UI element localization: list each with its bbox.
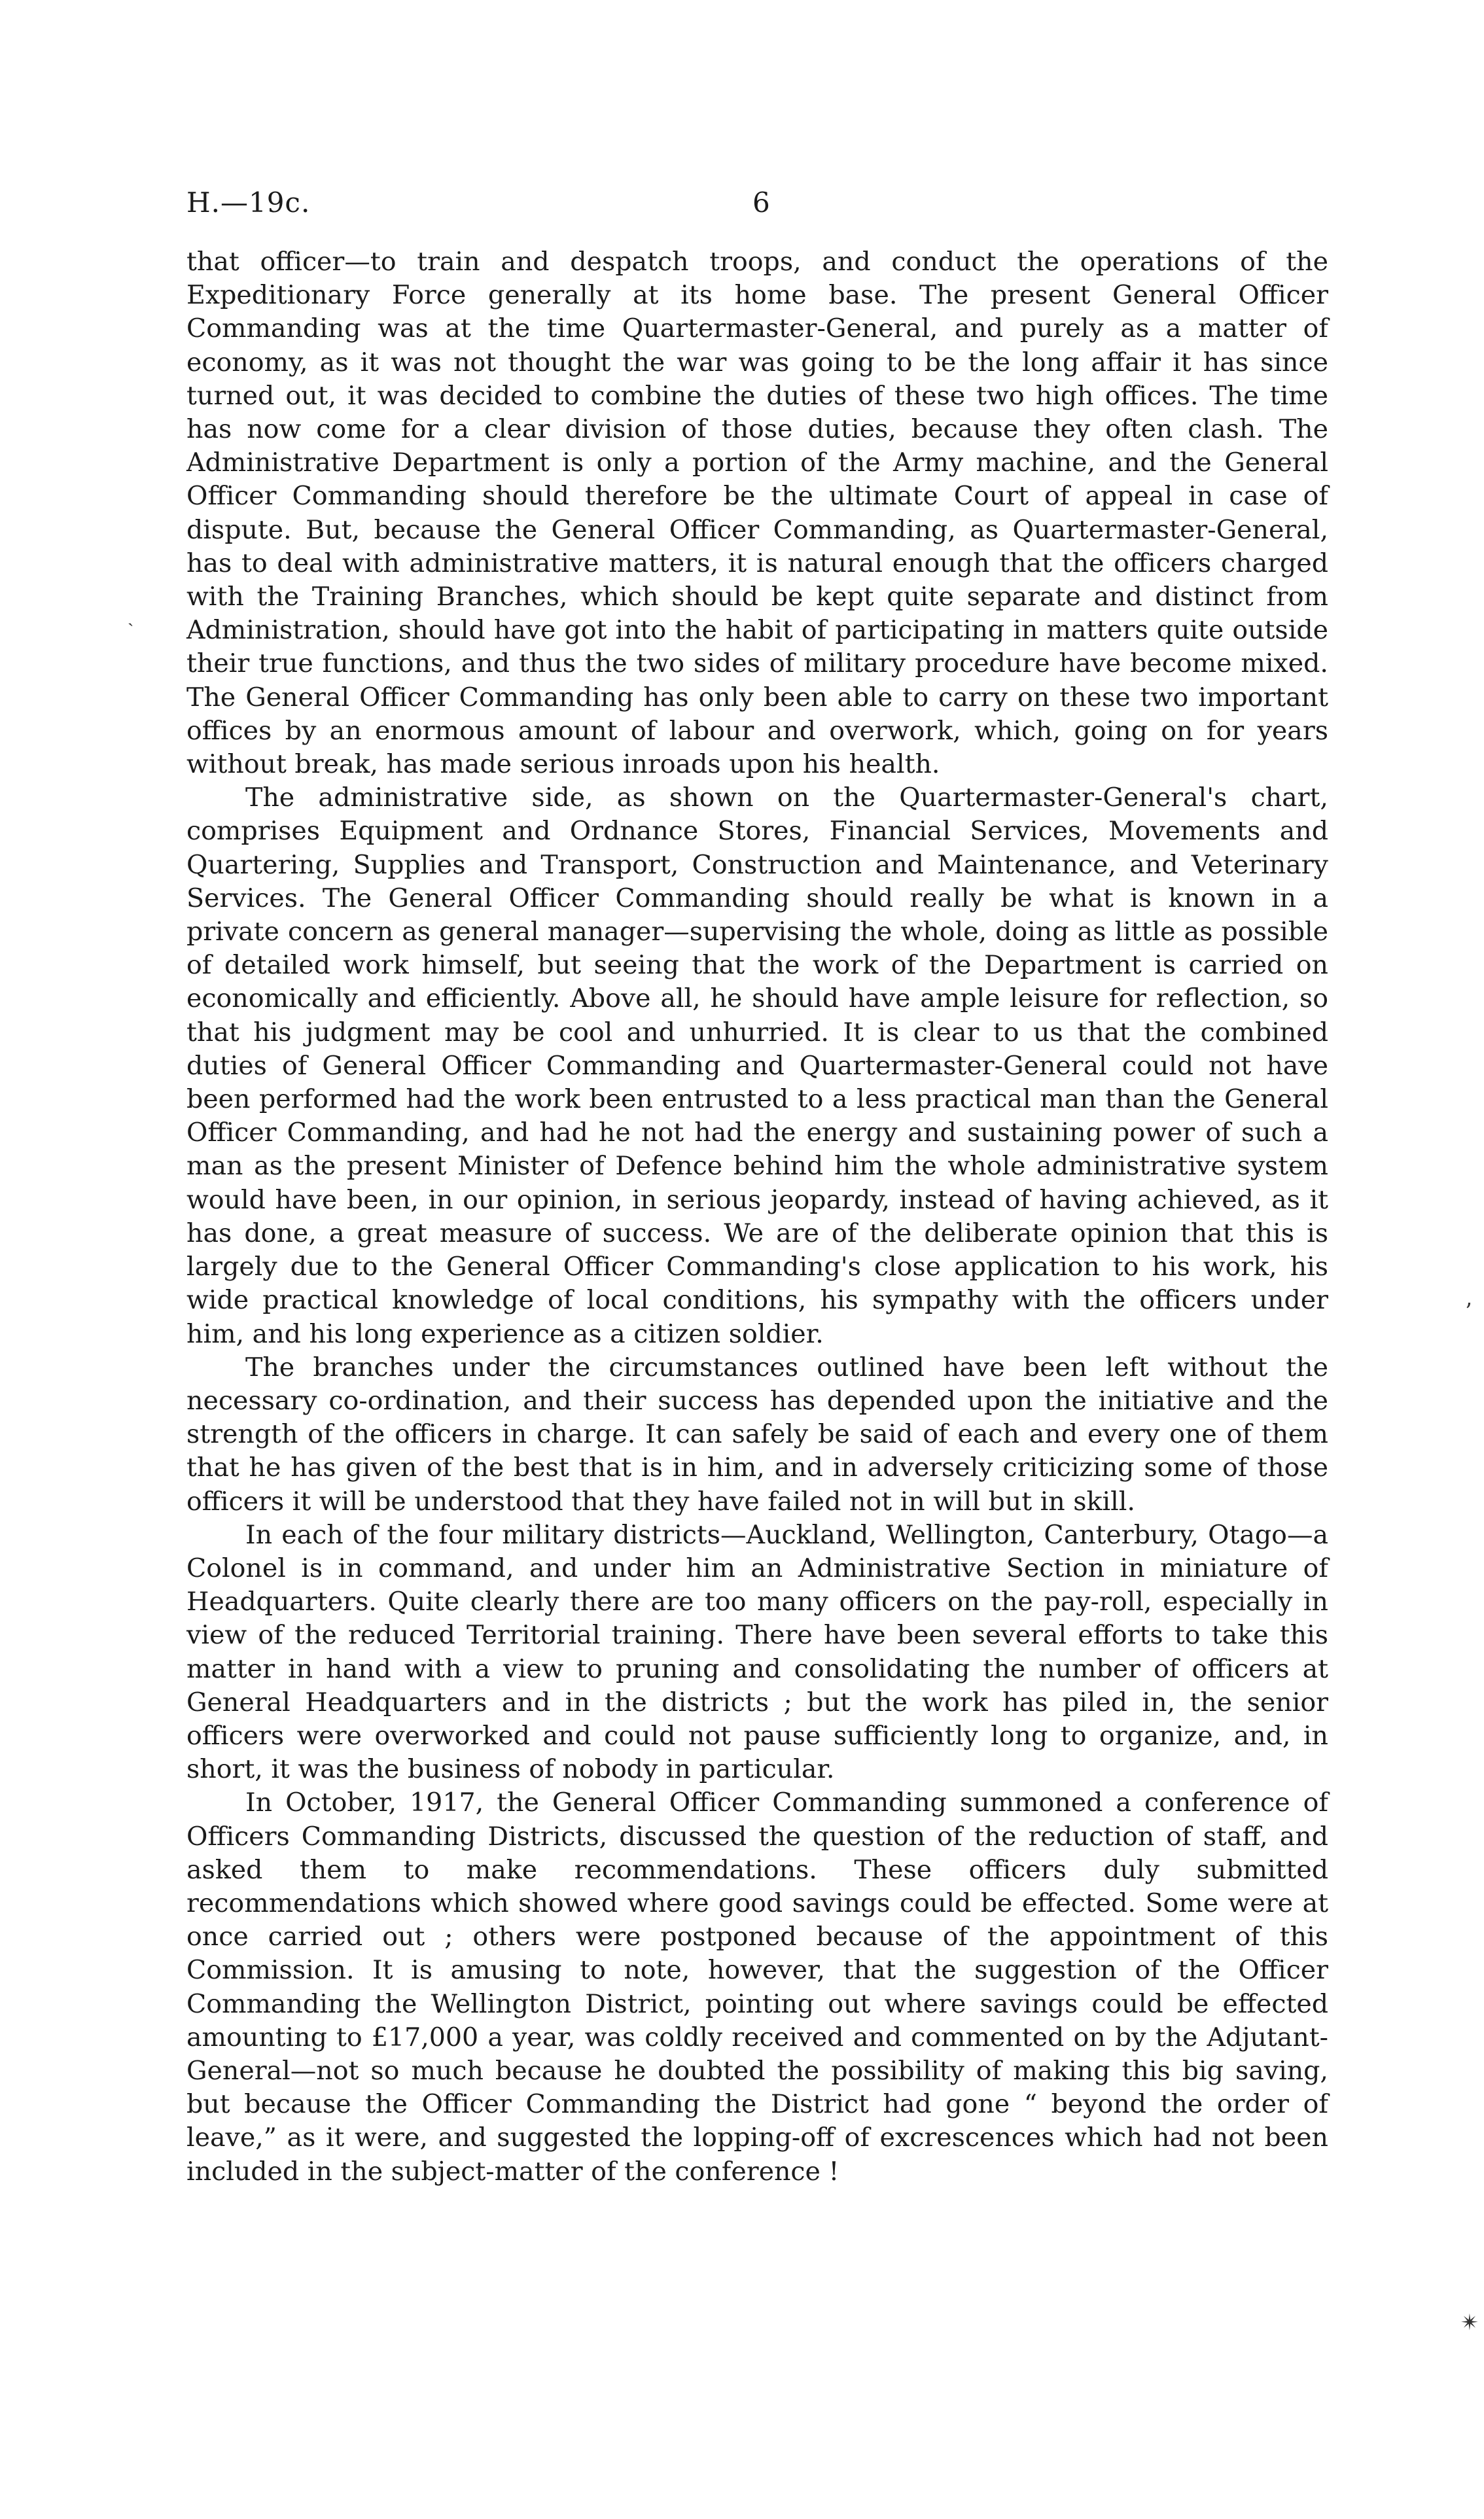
paragraph-branches: The branches under the circumstances outlined have been left without the necessary co-ordination, and their success has depended upon the initiative and the strength of the officers in charge. It can safely be said of each and every one of them that he has given of the best that is in him, and in adversely criticizing some of those officers it will be understood that they have failed not in will but in skill.: [186, 1352, 1328, 1517]
scan-edge-mark: ʼ: [1464, 1299, 1472, 1325]
page-number: 6: [752, 186, 770, 219]
document-reference: H.—19c.: [186, 186, 311, 219]
page-header: [186, 183, 1328, 222]
paragraph-october-1917: In October, 1917, the General Officer Commanding summoned a conference of Officers Commanding Districts, discussed the question of the reduction of staff, and asked them to make recommendations. These officers duly submitted recommendations which showed where good savings could be effected. Some were at once carried out ; others were postponed because of the appointment of this Commission. It is amusing to note, however, that the suggestion of the Officer Commanding the Wellington District, pointing out where savings could be effected amounting to £17,000 a year, was coldly received and commented on by the Adjutant-General—not so much because he doubted the possibility of making this big saving, but because the Officer Commanding the District had gone “ beyond the order of leave,” as it were, and suggested the lopping-off of excrescences which had not been included in the subject-matter of the conference !: [186, 1788, 1328, 2187]
scan-edge-mark: ✴: [1460, 2310, 1479, 2336]
body-text: [186, 245, 1328, 2189]
paragraph-continuation: that officer—to train and despatch troops, and conduct the operations of the Expeditionary Force generally at its home base. The present General Officer Commanding was at the time Quartermaster-General, and purely as a matter of economy, as it was not thought the war was going to be the long affair it has since turned out, it was decided to combine the duties of these two high offices. The time has now come for a clear division of those duties, because they often clash. The Administrative Department is only a portion of the Army machine, and the General Officer Commanding should therefore be the ultimate Court of appeal in case of dispute. But, because the General Officer Commanding, as Quartermaster-General, has to deal with administrative matters, it is natural enough that the officers charged with the Training Branches, which should be kept quite separate and distinct from Administration, should have got into the habit of participating in matters quite outside their true functions, and thus the two sides of military procedure have become mixed. The General Officer Commanding has only been able to carry on these two important offices by an enormous amount of labour and overwork, which, going on for years without break, has made serious inroads upon his health.: [186, 247, 1328, 780]
paragraph-administrative-side: The administrative side, as shown on the Quartermaster-General's chart, comprises Equipment and Ordnance Stores, Financial Services, Movements and Quartering, Supplies and Transport, Construction and Maintenance, and Veterinary Services. The General Officer Commanding should really be what is known in a private concern as general manager—supervising the whole, doing as little as possible of detailed work himself, but seeing that the work of the Department is carried on economically and efficiently. Above all, he should have ample leisure for reflection, so that his judgment may be cool and unhurried. It is clear to us that the combined duties of General Officer Commanding and Quartermaster-General could not have been performed had the work been entrusted to a less practical man than the General Officer Commanding, and had he not had the energy and sustaining power of such a man as the present Minister of Defence behind him the whole administrative system would have been, in our opinion, in serious jeopardy, instead of having achieved, as it has done, a great measure of success. We are of the deliberate opinion that this is largely due to the General Officer Commanding's close application to his work, his wide practical knowledge of local conditions, his sympathy with the officers under him, and his long experience as a citizen soldier.: [186, 783, 1328, 1349]
scan-speck-mark: ˎ: [128, 605, 134, 627]
paragraph-military-districts: In each of the four military districts—Auckland, Wellington, Canterbury, Otago—a Colonel is in command, and under him an Administrative Section in miniature of Headquarters. Quite clearly there are too many officers on the pay-roll, especially in view of the reduced Territorial training. There have been several efforts to take this matter in hand with a view to pruning and consolidating the number of officers at General Headquarters and in the districts ; but the work has piled in, the senior officers were overworked and could not pause sufficiently long to organize, and, in short, it was the business of nobody in particular.: [186, 1519, 1328, 1785]
